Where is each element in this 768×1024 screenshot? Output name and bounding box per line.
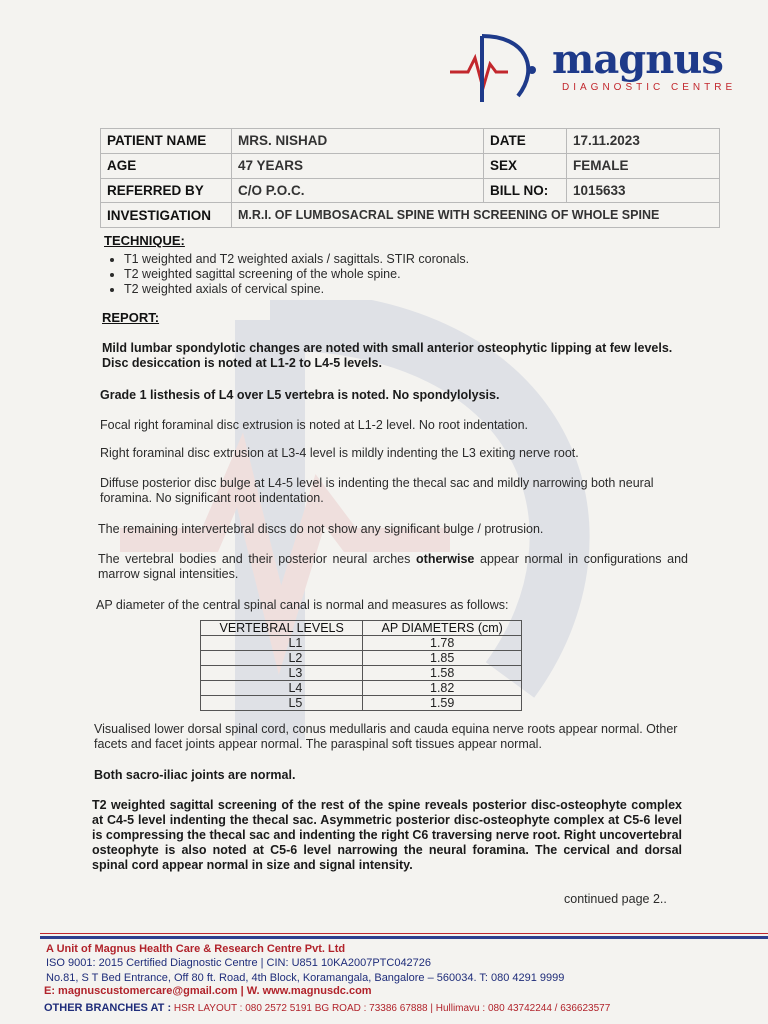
value-cell: 1.78 xyxy=(363,636,522,651)
value-cell: 1.85 xyxy=(363,651,522,666)
technique-item: • T1 weighted and T2 weighted axials / sagittals. STIR coronals. xyxy=(124,252,684,267)
footer-address: No.81, S T Bed Entrance, Off 80 ft. Road, 4th Block, Koramangala, Bangalore – 560034. T: 080 4291 9999 xyxy=(46,972,565,984)
patient-name-value: MRS. NISHAD xyxy=(232,129,484,154)
technique-item: • T2 weighted sagittal screening of the whole spine. xyxy=(124,267,684,282)
date-label: DATE xyxy=(484,129,567,154)
table-row xyxy=(201,666,522,681)
report-paragraph-4: Right foraminal disc extrusion at L3-4 level is mildly indenting the L3 exiting nerve root. xyxy=(100,446,579,460)
technique-list xyxy=(104,252,684,297)
report-heading: REPORT: xyxy=(102,310,160,325)
sex-label: SEX xyxy=(484,153,567,178)
report-paragraph-7-part-c: appear normal in configurations and marrow signal intensities. xyxy=(98,552,688,581)
report-paragraph-7-emphasis: otherwise xyxy=(416,552,475,566)
footer-branches xyxy=(44,1002,610,1015)
patient-name-label: PATIENT NAME xyxy=(101,129,232,154)
referred-label: REFERRED BY xyxy=(101,178,232,203)
age-label: AGE xyxy=(101,153,232,178)
age-value: 47 YEARS xyxy=(232,153,484,178)
col-header-levels: VERTEBRAL LEVELS xyxy=(201,621,363,636)
table-row xyxy=(201,681,522,696)
branches-list: HSR LAYOUT : 080 2572 5191 BG ROAD : 73386 67888 | Hullimavu : 080 43742244 / 636623577 xyxy=(173,1003,611,1014)
report-paragraph-8: AP diameter of the central spinal canal is normal and measures as follows: xyxy=(96,598,509,612)
report-paragraph-7-part-a: The vertebral bodies and their posterior neural arches xyxy=(98,552,417,566)
level-cell: L5 xyxy=(201,696,363,711)
report-paragraph-10: Both sacro-iliac joints are normal. xyxy=(94,768,296,782)
report-paragraph-3: Focal right foraminal disc extrusion is noted at L1-2 level. No root indentation. xyxy=(100,418,529,432)
value-cell: 1.58 xyxy=(363,666,522,681)
referred-value: C/O P.O.C. xyxy=(232,178,484,203)
brand-logo xyxy=(448,30,748,108)
report-paragraph-11: T2 weighted sagittal screening of the rest of the spine reveals posterior disc-osteophyte complex at C4-5 level indenting the thecal sac. Asymmetric posterior disc-osteophyte complex at C5-6 level is compressing the thecal sac and indenting the right C6 traversing nerve root. Right uncovertebral osteophyte is also noted at C5-6 level narrowing the neural foramina. The cervical and dorsal spinal cord appear normal in size and signal intensity. xyxy=(92,798,682,872)
value-cell: 1.82 xyxy=(363,681,522,696)
technique-item: • T2 weighted axials of cervical spine. xyxy=(124,282,684,297)
brand-name: magnus xyxy=(552,36,723,83)
branches-label: OTHER BRANCHES AT : xyxy=(44,1002,172,1014)
bill-value: 1015633 xyxy=(567,178,720,203)
level-cell: L2 xyxy=(201,651,363,666)
report-paragraph-9: Visualised lower dorsal spinal cord, conus medullaris and cauda equina nerve roots appear normal. Other facets and facet joints appear normal. The paraspinal soft tissues appear normal. xyxy=(94,722,678,751)
report-paragraph-7 xyxy=(98,552,688,582)
report-paragraph-1: Mild lumbar spondylotic changes are noted with small anterior osteophytic lipping at few levels. Disc desiccation is noted at L1-2 to L4-5 levels. xyxy=(102,341,673,370)
patient-info-table xyxy=(100,128,720,228)
logo-mark-icon xyxy=(448,30,558,108)
report-paragraph-6: The remaining intervertebral discs do not show any significant bulge / protrusion. xyxy=(98,522,544,536)
investigation-label: INVESTIGATION xyxy=(101,203,232,228)
report-paragraph-2: Grade 1 listhesis of L4 over L5 vertebra is noted. No spondylolysis. xyxy=(100,388,500,402)
value-cell: 1.59 xyxy=(363,696,522,711)
table-row xyxy=(201,696,522,711)
bill-label: BILL NO: xyxy=(484,178,567,203)
date-value: 17.11.2023 xyxy=(567,129,720,154)
table-row xyxy=(201,651,522,666)
ap-diameter-table xyxy=(200,620,522,711)
technique-heading: TECHNIQUE: xyxy=(104,233,185,248)
brand-tagline: DIAGNOSTIC CENTRE xyxy=(562,82,737,93)
sex-value: FEMALE xyxy=(567,153,720,178)
col-header-diameters: AP DIAMETERS (cm) xyxy=(363,621,522,636)
continued-note: continued page 2.. xyxy=(564,892,667,906)
footer-company: A Unit of Magnus Health Care & Research Centre Pvt. Ltd xyxy=(46,943,346,955)
level-cell: L3 xyxy=(201,666,363,681)
footer-divider xyxy=(40,936,768,939)
table-row xyxy=(201,636,522,651)
footer-divider-red xyxy=(40,933,768,934)
level-cell: L4 xyxy=(201,681,363,696)
level-cell: L1 xyxy=(201,636,363,651)
footer-iso: ISO 9001: 2015 Certified Diagnostic Centre | CIN: U851 10KA2007PTC042726 xyxy=(46,957,432,969)
investigation-value: M.R.I. OF LUMBOSACRAL SPINE WITH SCREENING OF WHOLE SPINE xyxy=(232,203,720,228)
report-paragraph-5: Diffuse posterior disc bulge at L4-5 level is indenting the thecal sac and mildly narrowing both neural foramina. No significant root indentation. xyxy=(100,476,654,505)
footer-contact: E: magnuscustomercare@gmail.com | W. www.magnusdc.com xyxy=(44,985,372,997)
